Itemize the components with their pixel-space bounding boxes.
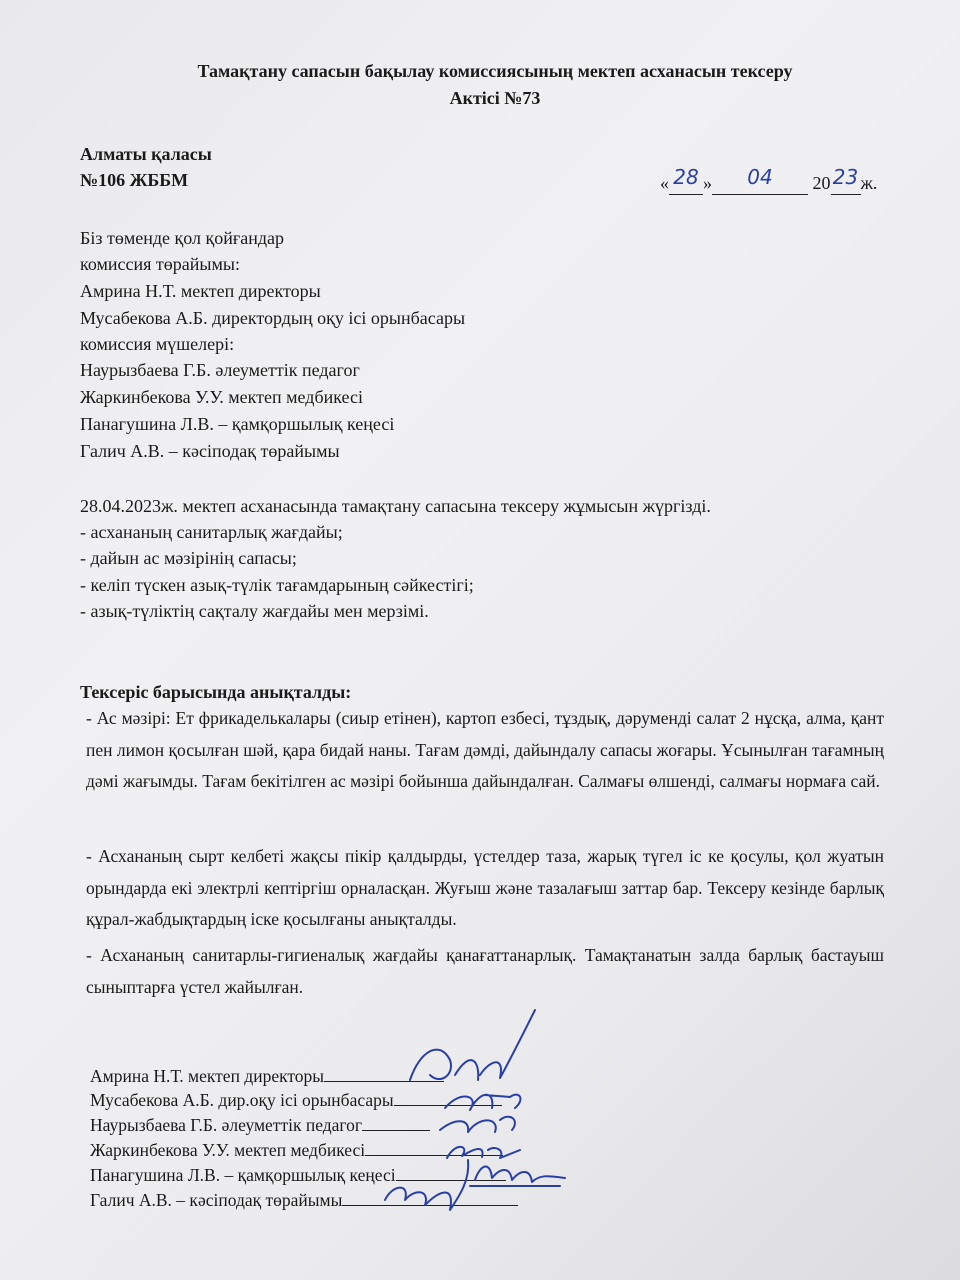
school-name: №106 ЖББМ [80,170,189,190]
date-year-unit: ж. [860,173,878,193]
chair-label: комиссия төрайымы: [80,254,240,274]
member-item: Галич А.В. – кәсіподақ төрайымы [80,441,340,461]
signature-row [90,1190,518,1211]
date-open-quote: « [660,173,669,193]
findings-menu-paragraph: - Ас мәзірі: Ет фрикаделькалары (сиыр етінен), картоп езбесі, тұздық, дәруменді салат 2 нұсқа, алма, қант пен лимон қосылған шәй, қара бидай наны. Тағам дәмді, дайындалу сапасы жоғары. Ұсынылған тағамның дәмі жағымды. Тағам бекітілген ас мәзірі бойынша дайындалған. Салмағы өлшенді, салмағы нормаға сай. [86,708,884,791]
signature-line [396,1166,506,1181]
signature-row [90,1066,444,1087]
member-item: Жаркинбекова У.У. мектеп медбикесі [80,387,363,407]
signature-line [394,1091,502,1106]
signature-label: Мусабекова А.Б. дир.оқу ісі орынбасары [90,1090,394,1110]
date-day: 28 [673,165,699,189]
findings-appearance-paragraph: - Асхананың сырт келбеті жақсы пікір қалдырды, үстелдер таза, жарық түгел іс ке қосулы, қол жуатын орындарда екі электрлі кептіргіш орналасқан. Жуғыш және тазалағыш заттар бар. Тексеру кезінде барлық құрал-жабдықтардың іске қосылғаны анықталды. [86,846,884,929]
date-year-prefix: 20 [812,173,831,193]
signature-scribble [440,1117,515,1132]
inspection-item: - келіп түскен азық-түлік тағамдарының сәйкестігі; [80,575,474,595]
date-close-quote: » [703,173,712,193]
signature-label: Наурызбаева Г.Б. әлеуметтік педагог [90,1115,363,1135]
signature-line [324,1067,444,1082]
signature-label: Амрина Н.Т. мектеп директоры [90,1066,325,1086]
act-date [660,165,878,195]
inspection-item: - дайын ас мәзірінің сапасы; [80,548,297,568]
signature-line [342,1191,518,1206]
member-item: Наурызбаева Г.Б. әлеуметтік педагог [80,360,360,380]
commission-intro: Біз төменде қол қойғандар [80,228,284,248]
signature-row [90,1165,506,1186]
inspection-intro: 28.04.2023ж. мектеп асханасында тамақтану сапасына тексеру жұмысын жүргізді. [80,496,711,516]
date-year: 23 [832,165,859,189]
signature-row [90,1090,502,1111]
inspection-item: - азық-түліктің сақталу жағдайы мен мерзімі. [80,601,429,621]
document-title: Тамақтану сапасын бақылау комиссиясының мектеп асханасын тексеру [197,61,793,81]
signature-label: Галич А.В. – кәсіподақ төрайымы [90,1190,343,1210]
signature-line [365,1141,503,1156]
act-number: Актісі №73 [449,88,541,108]
chair-name: Амрина Н.Т. мектеп директоры [80,281,321,301]
signature-row [90,1115,430,1136]
date-month: 04 [747,165,773,189]
deputy-name: Мусабекова А.Б. директордың оқу ісі орынбасары [80,308,466,328]
inspection-item: - асхананың санитарлық жағдайы; [80,522,343,542]
signature-line [362,1116,430,1131]
findings-sanitary-paragraph: - Асхананың санитарлы-гигиеналық жағдайы қанағаттанарлық. Тамақтанатын залда барлық бастауыш сыныптарға үстел жайылған. [86,945,884,997]
signature-label: Жаркинбекова У.У. мектеп медбикесі [90,1140,366,1160]
member-item: Панагушина Л.В. – қамқоршылық кеңесі [80,414,395,434]
city: Алматы қаласы [80,144,212,164]
members-label: комиссия мүшелері: [80,334,235,354]
findings-heading: Тексеріс барысында анықталды: [80,682,352,702]
signature-row [90,1140,503,1161]
signature-label: Панагушина Л.В. – қамқоршылық кеңесі [90,1165,396,1185]
